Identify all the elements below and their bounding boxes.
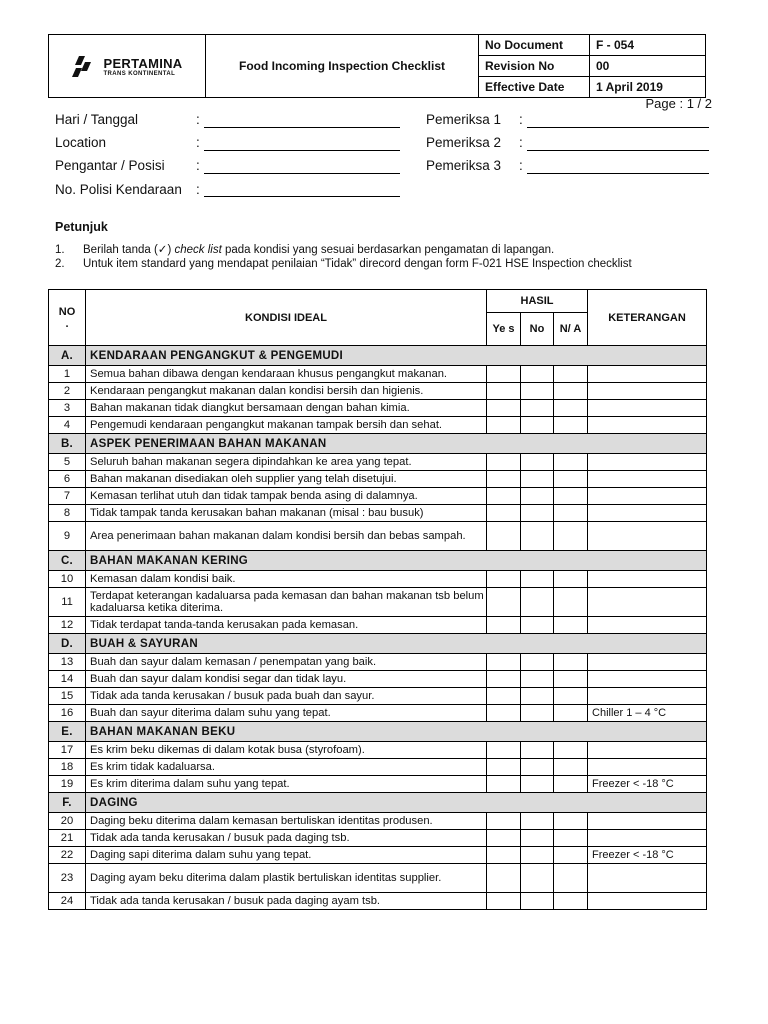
table-row — [49, 617, 707, 634]
row-number: 3 — [49, 400, 86, 417]
row-condition: Daging ayam beku diterima dalam plastik bertuliskan identitas supplier. — [86, 864, 487, 893]
section-code: E. — [49, 722, 86, 742]
col-no-dot: . — [65, 317, 69, 330]
check-cell-yes[interactable] — [487, 366, 521, 383]
field-colon: : — [196, 182, 200, 197]
meta-value-doc: F - 054 — [590, 35, 706, 56]
row-number: 21 — [49, 830, 86, 847]
check-cell-yes[interactable] — [487, 776, 521, 793]
row-condition: Bahan makanan tidak diangkut bersamaan dengan bahan kimia. — [86, 400, 487, 417]
meta-value-rev: 00 — [590, 56, 706, 77]
row-keterangan[interactable] — [588, 742, 707, 759]
company-logo — [49, 36, 205, 96]
instruction-number: 2. — [55, 258, 65, 270]
check-cell-no[interactable] — [521, 471, 554, 488]
row-keterangan[interactable] — [588, 759, 707, 776]
row-condition: Kemasan terlihat utuh dan tidak tampak benda asing di dalamnya. — [86, 488, 487, 505]
check-cell-na[interactable] — [554, 654, 588, 671]
check-cell-na[interactable] — [554, 454, 588, 471]
row-keterangan[interactable] — [588, 417, 707, 434]
row-number: 4 — [49, 417, 86, 434]
col-hasil: HASIL — [487, 290, 588, 313]
instruction-text: Berilah tanda ( — [83, 244, 158, 256]
row-condition: Daging beku diterima dalam kemasan bertuliskan identitas produsen. — [86, 813, 487, 830]
row-condition: Bahan makanan disediakan oleh supplier yang telah disetujui. — [86, 471, 487, 488]
check-cell-no[interactable] — [521, 759, 554, 776]
section-title: KENDARAAN PENGANGKUT & PENGEMUDI — [86, 346, 707, 366]
field-label: Pemeriksa 2 — [426, 135, 502, 150]
meta-label-date: Effective Date — [479, 77, 590, 98]
check-cell-yes[interactable] — [487, 522, 521, 551]
check-cell-yes[interactable] — [487, 654, 521, 671]
page-number: Page : 1 / 2 — [645, 96, 712, 111]
check-cell-yes[interactable] — [487, 454, 521, 471]
check-cell-no[interactable] — [521, 893, 554, 910]
check-cell-no[interactable] — [521, 400, 554, 417]
field-colon: : — [196, 112, 200, 127]
row-condition: Tidak ada tanda kerusakan / busuk pada daging ayam tsb. — [86, 893, 487, 910]
check-cell-na[interactable] — [554, 759, 588, 776]
field-label: Pemeriksa 1 — [426, 112, 502, 127]
check-cell-na[interactable] — [554, 705, 588, 722]
check-cell-no[interactable] — [521, 505, 554, 522]
document-header — [48, 34, 706, 98]
row-keterangan[interactable]: Freezer < -18 °C — [588, 776, 707, 793]
row-condition: Buah dan sayur diterima dalam suhu yang tepat. — [86, 705, 487, 722]
field-hari-tanggal — [55, 112, 138, 127]
check-cell-na[interactable] — [554, 742, 588, 759]
row-condition: Buah dan sayur dalam kondisi segar dan tidak layu. — [86, 671, 487, 688]
company-subname: TRANS KONTINENTAL — [103, 70, 176, 77]
table-row — [49, 864, 707, 893]
row-condition: Pengemudi kendaraan pengangkut makanan tampak bersih dan sehat. — [86, 417, 487, 434]
row-number: 15 — [49, 688, 86, 705]
field-no-polisi-line[interactable] — [204, 196, 400, 197]
check-cell-no[interactable] — [521, 688, 554, 705]
check-cell-yes[interactable] — [487, 813, 521, 830]
check-cell-yes[interactable] — [487, 671, 521, 688]
form-title: Food Incoming Inspection Checklist — [206, 35, 479, 98]
row-keterangan[interactable] — [588, 813, 707, 830]
row-number: 9 — [49, 522, 86, 551]
table-row — [49, 847, 707, 864]
row-condition: Daging sapi diterima dalam suhu yang tepat. — [86, 847, 487, 864]
instruction-text: pada kondisi yang sesuai berdasarkan pengamatan di lapangan. — [221, 244, 555, 256]
row-number: 22 — [49, 847, 86, 864]
table-row — [49, 813, 707, 830]
check-cell-yes[interactable] — [487, 705, 521, 722]
row-keterangan[interactable] — [588, 571, 707, 588]
section-title: ASPEK PENERIMAAN BAHAN MAKANAN — [86, 434, 707, 454]
check-cell-no[interactable] — [521, 864, 554, 893]
table-row — [49, 759, 707, 776]
table-row — [49, 417, 707, 434]
col-kondisi: KONDISI IDEAL — [86, 290, 487, 346]
row-keterangan[interactable] — [588, 522, 707, 551]
section-code: B. — [49, 434, 86, 454]
check-cell-na[interactable] — [554, 400, 588, 417]
check-cell-yes[interactable] — [487, 400, 521, 417]
row-condition: Terdapat keterangan kadaluarsa pada kemasan dan bahan makanan tsb belum kadaluarsa ketika diterima. — [86, 588, 487, 617]
field-label: Hari / Tanggal — [55, 112, 139, 127]
check-cell-na[interactable] — [554, 588, 588, 617]
field-location — [55, 135, 106, 150]
meta-value-date: 1 April 2019 — [590, 77, 706, 98]
section-title: DAGING — [86, 793, 707, 813]
row-condition: Tidak terdapat tanda-tanda kerusakan pada kemasan. — [86, 617, 487, 634]
instruction-text: ) — [167, 244, 175, 256]
field-pemeriksa-3-line[interactable] — [527, 173, 709, 174]
field-colon: : — [519, 158, 523, 173]
section-code: A. — [49, 346, 86, 366]
row-condition: Seluruh bahan makanan segera dipindahkan ke area yang tepat. — [86, 454, 487, 471]
row-number: 8 — [49, 505, 86, 522]
field-colon: : — [196, 135, 200, 150]
table-row — [49, 471, 707, 488]
check-cell-na[interactable] — [554, 830, 588, 847]
section-row — [49, 722, 707, 742]
table-row — [49, 654, 707, 671]
row-keterangan[interactable] — [588, 830, 707, 847]
field-colon: : — [196, 158, 200, 173]
check-cell-na[interactable] — [554, 383, 588, 400]
row-keterangan[interactable] — [588, 400, 707, 417]
check-cell-no[interactable] — [521, 830, 554, 847]
check-cell-yes[interactable] — [487, 893, 521, 910]
instruction-text: Untuk item standard yang mendapat penilaian “Tidak” direcord dengan form F-021 HSE Inspection checklist — [83, 258, 632, 270]
row-keterangan[interactable] — [588, 366, 707, 383]
table-row — [49, 671, 707, 688]
row-keterangan[interactable] — [588, 654, 707, 671]
field-pemeriksa-1 — [426, 112, 501, 127]
check-cell-no[interactable] — [521, 571, 554, 588]
row-condition: Tidak ada tanda kerusakan / busuk pada buah dan sayur. — [86, 688, 487, 705]
row-keterangan[interactable]: Chiller 1 – 4 °C — [588, 705, 707, 722]
check-cell-na[interactable] — [554, 671, 588, 688]
col-na: N/ A — [554, 313, 588, 346]
check-cell-na[interactable] — [554, 471, 588, 488]
row-number: 19 — [49, 776, 86, 793]
table-row — [49, 705, 707, 722]
check-cell-yes[interactable] — [487, 742, 521, 759]
checklist-body — [49, 346, 707, 910]
section-row — [49, 793, 707, 813]
table-row — [49, 454, 707, 471]
section-title: BUAH & SAYURAN — [86, 634, 707, 654]
table-row — [49, 688, 707, 705]
row-number: 2 — [49, 383, 86, 400]
field-pengantar — [55, 158, 165, 173]
row-condition: Es krim tidak kadaluarsa. — [86, 759, 487, 776]
col-no — [49, 290, 86, 346]
check-cell-yes[interactable] — [487, 847, 521, 864]
check-cell-yes[interactable] — [487, 383, 521, 400]
field-label: No. Polisi Kendaraan — [55, 182, 182, 197]
row-number: 10 — [49, 571, 86, 588]
row-keterangan[interactable] — [588, 505, 707, 522]
table-row — [49, 588, 707, 617]
check-cell-no[interactable] — [521, 654, 554, 671]
check-cell-yes[interactable] — [487, 571, 521, 588]
row-number: 5 — [49, 454, 86, 471]
row-condition: Kendaraan pengangkut makanan dalan kondisi bersih dan higienis. — [86, 383, 487, 400]
row-keterangan[interactable]: Freezer < -18 °C — [588, 847, 707, 864]
section-title: BAHAN MAKANAN KERING — [86, 551, 707, 571]
col-no-label: NO — [58, 305, 76, 318]
check-cell-na[interactable] — [554, 617, 588, 634]
check-cell-no[interactable] — [521, 776, 554, 793]
table-row — [49, 830, 707, 847]
checklist-table — [48, 289, 707, 910]
instructions-title: Petunjuk — [55, 220, 108, 234]
check-cell-no[interactable] — [521, 671, 554, 688]
section-code: F. — [49, 793, 86, 813]
row-condition: Kemasan dalam kondisi baik. — [86, 571, 487, 588]
row-keterangan[interactable] — [588, 688, 707, 705]
section-row — [49, 634, 707, 654]
check-cell-na[interactable] — [554, 488, 588, 505]
row-number: 6 — [49, 471, 86, 488]
section-title: BAHAN MAKANAN BEKU — [86, 722, 707, 742]
check-cell-no[interactable] — [521, 488, 554, 505]
row-number: 14 — [49, 671, 86, 688]
check-cell-na[interactable] — [554, 522, 588, 551]
check-cell-na[interactable] — [554, 864, 588, 893]
check-cell-yes[interactable] — [487, 617, 521, 634]
check-cell-no[interactable] — [521, 617, 554, 634]
table-row — [49, 893, 707, 910]
check-cell-no[interactable] — [521, 705, 554, 722]
check-cell-no[interactable] — [521, 742, 554, 759]
section-row — [49, 346, 707, 366]
row-condition: Es krim beku dikemas di dalam kotak busa (styrofoam). — [86, 742, 487, 759]
row-keterangan[interactable] — [588, 893, 707, 910]
row-number: 16 — [49, 705, 86, 722]
field-colon: : — [519, 135, 523, 150]
table-row — [49, 505, 707, 522]
row-keterangan[interactable] — [588, 471, 707, 488]
table-row — [49, 776, 707, 793]
check-cell-na[interactable] — [554, 505, 588, 522]
row-number: 18 — [49, 759, 86, 776]
check-cell-yes[interactable] — [487, 505, 521, 522]
row-number: 20 — [49, 813, 86, 830]
check-cell-na[interactable] — [554, 847, 588, 864]
row-number: 24 — [49, 893, 86, 910]
table-row — [49, 400, 707, 417]
field-colon: : — [519, 112, 523, 127]
row-condition: Semua bahan dibawa dengan kendaraan khusus pengangkut makanan. — [86, 366, 487, 383]
col-keterangan: KETERANGAN — [588, 290, 707, 346]
check-cell-yes[interactable] — [487, 471, 521, 488]
field-pemeriksa-2 — [426, 135, 501, 150]
section-row — [49, 434, 707, 454]
table-row — [49, 383, 707, 400]
check-cell-no[interactable] — [521, 383, 554, 400]
check-cell-no[interactable] — [521, 522, 554, 551]
check-cell-yes[interactable] — [487, 688, 521, 705]
instruction-number: 1. — [55, 244, 65, 256]
col-no-result: No — [521, 313, 554, 346]
check-cell-na[interactable] — [554, 571, 588, 588]
field-no-polisi — [55, 182, 182, 197]
check-cell-na[interactable] — [554, 776, 588, 793]
row-condition: Buah dan sayur dalam kemasan / penempatan yang baik. — [86, 654, 487, 671]
check-cell-no[interactable] — [521, 588, 554, 617]
pertamina-logo-icon — [71, 54, 97, 78]
section-code: D. — [49, 634, 86, 654]
row-keterangan[interactable] — [588, 671, 707, 688]
company-name: PERTAMINA — [103, 55, 183, 71]
logo-cell — [49, 35, 206, 98]
check-cell-no[interactable] — [521, 847, 554, 864]
row-keterangan[interactable] — [588, 617, 707, 634]
field-location-line[interactable] — [204, 150, 400, 151]
check-cell-yes[interactable] — [487, 864, 521, 893]
row-keterangan[interactable] — [588, 864, 707, 893]
check-cell-na[interactable] — [554, 688, 588, 705]
instruction-2 — [55, 258, 632, 270]
field-label: Pemeriksa 3 — [426, 158, 502, 173]
check-cell-yes[interactable] — [487, 759, 521, 776]
row-condition: Es krim diterima dalam suhu yang tepat. — [86, 776, 487, 793]
field-pemeriksa-1-line[interactable] — [527, 127, 709, 128]
section-code: C. — [49, 551, 86, 571]
table-row — [49, 522, 707, 551]
check-cell-yes[interactable] — [487, 488, 521, 505]
field-label: Location — [55, 135, 107, 150]
instruction-emphasis: check list — [174, 244, 222, 256]
check-cell-yes[interactable] — [487, 830, 521, 847]
field-label: Pengantar / Posisi — [55, 158, 165, 173]
row-number: 11 — [49, 588, 86, 617]
check-icon: ✓ — [157, 244, 168, 256]
check-cell-no[interactable] — [521, 454, 554, 471]
check-cell-yes[interactable] — [487, 417, 521, 434]
row-number: 13 — [49, 654, 86, 671]
row-keterangan[interactable] — [588, 488, 707, 505]
row-condition: Tidak tampak tanda kerusakan bahan makanan (misal : bau busuk) — [86, 505, 487, 522]
row-number: 7 — [49, 488, 86, 505]
section-row — [49, 551, 707, 571]
row-number: 23 — [49, 864, 86, 893]
row-number: 17 — [49, 742, 86, 759]
check-cell-yes[interactable] — [487, 588, 521, 617]
row-keterangan[interactable] — [588, 588, 707, 617]
field-pemeriksa-3 — [426, 158, 501, 173]
table-row — [49, 366, 707, 383]
row-keterangan[interactable] — [588, 383, 707, 400]
check-cell-na[interactable] — [554, 417, 588, 434]
check-cell-no[interactable] — [521, 417, 554, 434]
check-cell-no[interactable] — [521, 813, 554, 830]
row-keterangan[interactable] — [588, 454, 707, 471]
meta-label-rev: Revision No — [479, 56, 590, 77]
field-pemeriksa-2-line[interactable] — [527, 150, 709, 151]
check-cell-na[interactable] — [554, 813, 588, 830]
table-row — [49, 488, 707, 505]
field-hari-tanggal-line[interactable] — [204, 127, 400, 128]
check-cell-no[interactable] — [521, 366, 554, 383]
check-cell-na[interactable] — [554, 893, 588, 910]
field-pengantar-line[interactable] — [204, 173, 400, 174]
meta-label-doc: No Document — [479, 35, 590, 56]
row-number: 12 — [49, 617, 86, 634]
table-row — [49, 571, 707, 588]
row-number: 1 — [49, 366, 86, 383]
row-condition: Area penerimaan bahan makanan dalam kondisi bersih dan bebas sampah. — [86, 522, 487, 551]
table-row — [49, 742, 707, 759]
check-cell-na[interactable] — [554, 366, 588, 383]
col-yes: Ye s — [487, 313, 521, 346]
instruction-1 — [55, 242, 554, 256]
row-condition: Tidak ada tanda kerusakan / busuk pada daging tsb. — [86, 830, 487, 847]
